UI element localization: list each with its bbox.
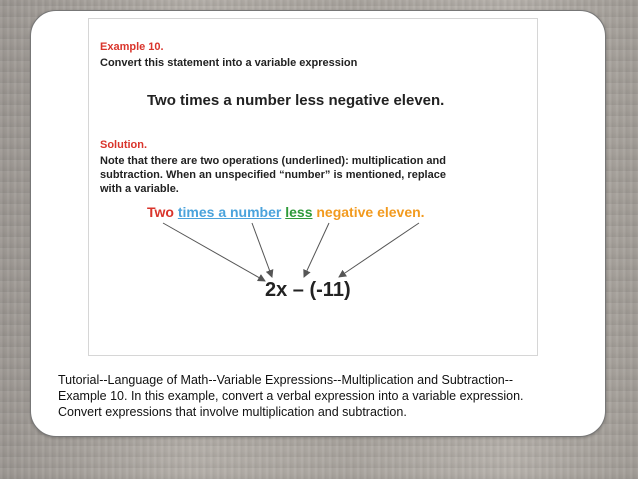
caption bbox=[58, 372, 588, 420]
arrow-times-a-number bbox=[252, 223, 272, 277]
arrow-negative-eleven bbox=[339, 223, 419, 277]
solution-text-line-2: subtraction. When an unspecified “number” is mentioned, replace bbox=[100, 169, 446, 181]
solution-heading: Solution. bbox=[100, 139, 148, 151]
solution-text-line-3: with a variable. bbox=[100, 183, 179, 195]
caption-line-3: Convert expressions that involve multiplication and subtraction. bbox=[58, 405, 407, 419]
example-instruction: Convert this statement into a variable expression bbox=[100, 57, 358, 69]
caption-line-1: Tutorial--Language of Math--Variable Expressions--Multiplication and Subtraction-- bbox=[58, 373, 514, 387]
verbal-statement: Two times a number less negative eleven. bbox=[147, 92, 445, 109]
slide-image bbox=[88, 18, 538, 356]
example-heading: Example 10. bbox=[100, 41, 164, 53]
phrase-two: Two bbox=[147, 204, 174, 220]
arrow-less bbox=[304, 223, 329, 277]
phrase-times-a-number: times a number bbox=[177, 204, 282, 220]
phrase-negative-eleven: negative eleven. bbox=[316, 204, 425, 220]
solution-text-line-1: Note that there are two operations (underlined): multiplication and bbox=[100, 155, 446, 167]
arrow-two bbox=[163, 223, 265, 281]
arrow-diagram bbox=[89, 19, 537, 355]
caption-line-2: Example 10. In this example, convert a verbal expression into a variable expression. bbox=[58, 389, 524, 403]
phrase-less: less bbox=[285, 204, 313, 220]
result-expression: 2x – (-11) bbox=[265, 279, 351, 301]
